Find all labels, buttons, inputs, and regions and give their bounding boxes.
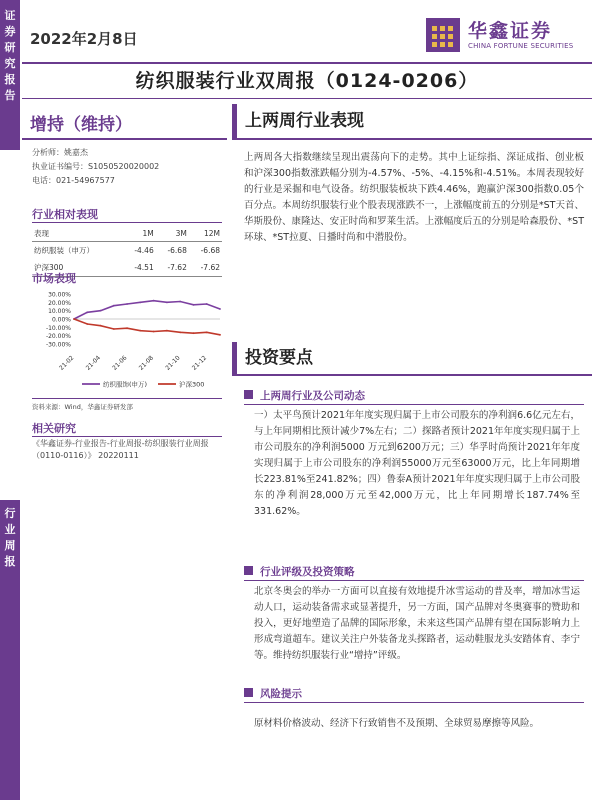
table-cell: -7.62 bbox=[189, 259, 222, 277]
table-cell: -6.68 bbox=[200, 246, 220, 255]
subheading-strategy-label: 行业评级及投资策略 bbox=[260, 566, 355, 578]
side-label-bottom-char: 业 bbox=[4, 523, 16, 536]
subheading-strategy bbox=[244, 564, 355, 579]
table-row bbox=[32, 242, 222, 260]
data-point bbox=[219, 308, 221, 310]
side-label-bottom-char: 行 bbox=[4, 507, 16, 520]
perf-col-header: 表现 bbox=[32, 226, 123, 242]
data-point bbox=[86, 311, 88, 313]
rating: 增持（维持） bbox=[30, 115, 132, 135]
data-point bbox=[206, 331, 208, 333]
table-cell: -4.46 bbox=[134, 246, 154, 255]
side-label-top-char: 报 bbox=[4, 73, 16, 86]
related-divider bbox=[32, 436, 222, 437]
square-bullet-icon bbox=[244, 390, 253, 399]
data-point bbox=[193, 332, 195, 334]
x-tick-label: 21-10 bbox=[164, 354, 182, 372]
subheading-dynamics bbox=[244, 388, 365, 403]
section-divider bbox=[232, 138, 592, 140]
data-point bbox=[206, 303, 208, 305]
table-cell: -6.68 bbox=[167, 246, 187, 255]
data-point bbox=[166, 330, 168, 332]
logo-name-en: CHINA FORTUNE SECURITIES bbox=[468, 42, 574, 50]
data-point bbox=[153, 300, 155, 302]
logo-name-cn: 华鑫证券 bbox=[468, 20, 553, 42]
square-bullet-icon bbox=[244, 566, 253, 575]
related-heading: 相关研究 bbox=[32, 422, 76, 435]
related-report: 《华鑫证券-行业报告-行业周报-纺织服装行业周报（0110-0116）》 20220111 bbox=[32, 439, 209, 460]
x-tick-label: 21-08 bbox=[137, 354, 156, 372]
data-point bbox=[113, 328, 115, 330]
company-logo bbox=[426, 14, 586, 58]
dynamics-text: 一）太平鸟预计2021年年度实现归属于上市公司股东的净利润6.6亿元左右，与上年同期相比预计减少7%左右；二）探路者预计2021年年度实现归属于上市公司股东的净利润5000 万元到6200万元；三）华孚时尚预计2021年年度实现归属于上市公司股东的净利润55000万元至63000万元，比上年同期增长223.81%至241.82%；四）鲁泰A预计2021年年度实现归属于上市公司股东的净利润28,000万元至42,000万元，比上年同期增长187.74%至331.62%。 bbox=[254, 410, 580, 517]
data-point bbox=[86, 323, 88, 325]
data-point bbox=[73, 318, 75, 320]
side-label-top bbox=[0, 8, 20, 104]
y-tick-label: -30.00% bbox=[45, 341, 71, 349]
data-point bbox=[126, 303, 128, 305]
section-heading-performance: 上两周行业表现 bbox=[232, 104, 592, 138]
subheading-dynamics-label: 上两周行业及公司动态 bbox=[260, 390, 365, 402]
x-tick-label: 21-02 bbox=[58, 354, 76, 372]
y-tick-label: 30.00% bbox=[48, 291, 71, 299]
subheading-risk-label: 风险提示 bbox=[260, 688, 302, 700]
side-label-bottom bbox=[0, 506, 20, 570]
chart-divider bbox=[32, 398, 222, 399]
subheading-divider bbox=[244, 404, 584, 405]
perf-heading: 行业相对表现 bbox=[32, 208, 98, 221]
perf-col-header: 12M bbox=[189, 226, 222, 242]
table-cell: 纺织服装（申万） bbox=[34, 246, 94, 255]
data-point bbox=[139, 301, 141, 303]
side-label-top-char: 究 bbox=[4, 57, 16, 70]
market-heading: 市场表现 bbox=[32, 272, 76, 285]
legend-label: 沪深300 bbox=[179, 380, 205, 389]
square-bullet-icon bbox=[244, 688, 253, 697]
data-point bbox=[166, 301, 168, 303]
analyst-info bbox=[32, 146, 159, 188]
table-cell: -4.51 bbox=[123, 259, 156, 277]
analyst-phone: 电话：021-54967577 bbox=[32, 176, 115, 185]
y-tick-label: 0.00% bbox=[51, 316, 71, 324]
y-tick-label: -20.00% bbox=[45, 333, 71, 341]
section-divider bbox=[232, 374, 592, 376]
data-point bbox=[153, 331, 155, 333]
side-label-top-char: 券 bbox=[4, 25, 16, 38]
data-point bbox=[139, 330, 141, 332]
y-tick-label: 10.00% bbox=[48, 308, 71, 316]
subheading-risk bbox=[244, 686, 302, 701]
data-point bbox=[100, 325, 102, 327]
rating-divider bbox=[22, 138, 227, 140]
series-line bbox=[74, 301, 220, 319]
x-tick-label: 21-12 bbox=[190, 354, 209, 372]
x-tick-label: 21-06 bbox=[111, 354, 129, 372]
header-divider bbox=[22, 62, 592, 64]
table-cell: 沪深300 bbox=[32, 259, 123, 277]
data-point bbox=[126, 327, 128, 329]
title-divider bbox=[22, 98, 592, 99]
subheading-divider bbox=[244, 702, 584, 703]
performance-text: 上两周各大指数继续呈现出震荡向下的走势。其中上证综指、深证成指、创业板和沪深300指数涨跌幅分别为-4.57%、-5%、-4.15%和-4.51%。本周表现较好的行业是采掘和电气设备。纺织服装板块下跌4.46%，跑赢沪深300指数0.05个百分点。本周纺织服装行业个股表现涨跌不一，上涨幅度前五的分别是*ST天首、华斯股份、康隆达、安正时尚和罗莱生活。上涨幅度后五的分别是哈森股份、*ST环球、*ST拉夏、日播时尚和中潜股份。 bbox=[244, 152, 584, 243]
y-tick-label: -10.00% bbox=[45, 324, 71, 332]
market-chart-svg bbox=[30, 288, 226, 398]
analyst-license: 执业证书编号：S1050520020002 bbox=[32, 162, 160, 171]
side-label-bottom-char: 周 bbox=[4, 539, 16, 552]
side-label-bottom-char: 报 bbox=[4, 555, 16, 568]
report-date: 2022年2月8日 bbox=[30, 30, 138, 48]
subheading-divider bbox=[244, 580, 584, 581]
table-cell: -7.62 bbox=[156, 259, 189, 277]
data-point bbox=[179, 331, 181, 333]
data-point bbox=[100, 310, 102, 312]
side-label-top-char: 研 bbox=[4, 41, 16, 54]
risk-text: 原材料价格波动、经济下行致销售不及预期、全球贸易摩擦等风险。 bbox=[254, 718, 540, 729]
strategy-text: 北京冬奥会的举办一方面可以直接有效地提升冰雪运动的普及率，增加冰雪运动人口，运动装备需求或显著提升，另一方面，国产品牌对冬奥赛事的赞助和投入，更好地塑造了品牌的国际形象，未来这些国产品牌有望在国际影响力上形成弯道超车。建议关注户外装备龙头探路者，运动鞋服龙头安踏体育、李宁等。维持纺织服装行业“增持”评级。 bbox=[254, 586, 580, 661]
perf-divider bbox=[32, 222, 222, 223]
report-title: 纺织服装行业双周报（0124-0206） bbox=[135, 70, 479, 92]
data-point bbox=[193, 304, 195, 306]
legend-label: 纺织服饰(申万) bbox=[103, 380, 148, 389]
series-line bbox=[74, 319, 220, 335]
x-tick-label: 21-04 bbox=[84, 354, 102, 372]
market-chart bbox=[30, 288, 226, 398]
data-point bbox=[219, 334, 221, 336]
data-point bbox=[113, 305, 115, 307]
side-label-top-char: 证 bbox=[4, 9, 16, 22]
side-label-top-char: 告 bbox=[4, 89, 16, 102]
perf-col-header: 3M bbox=[156, 226, 189, 242]
analyst-name: 分析师：姚嘉杰 bbox=[32, 148, 88, 157]
data-point bbox=[179, 301, 181, 303]
logo-mark-icon bbox=[426, 18, 460, 52]
y-tick-label: 20.00% bbox=[48, 299, 71, 307]
perf-col-header: 1M bbox=[123, 226, 156, 242]
chart-source: 资料来源：Wind，华鑫证券研发部 bbox=[32, 403, 133, 411]
section-heading-highlights: 投资要点 bbox=[232, 342, 592, 374]
perf-table-header bbox=[32, 226, 222, 242]
